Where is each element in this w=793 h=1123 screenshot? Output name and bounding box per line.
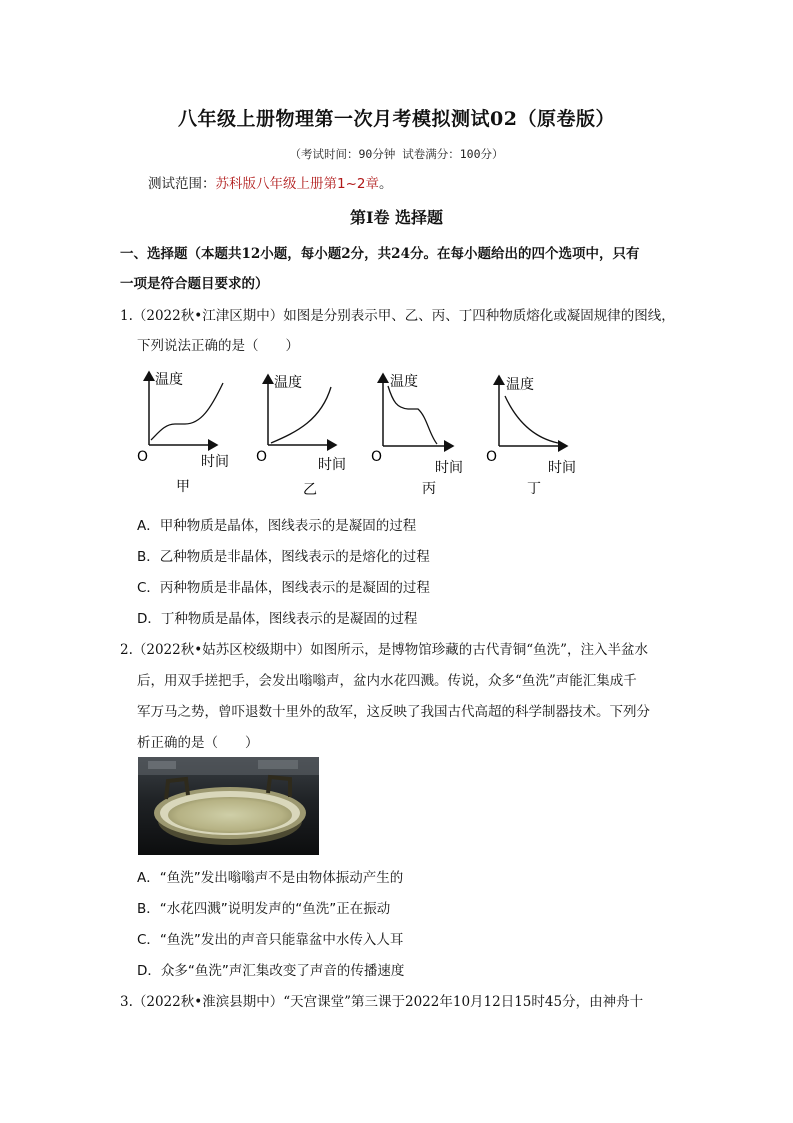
ding-curve xyxy=(505,396,558,443)
bing-caption: 丙 xyxy=(422,481,436,497)
q2-option-c: C．“鱼洗”发出的声音只能靠盆中水传入人耳 xyxy=(137,932,404,948)
scope-prefix: 测试范围： xyxy=(148,176,216,192)
exam-info: （考试时间：90分钟 试卷满分：100分） xyxy=(289,147,504,161)
q2-option-b: B．“水花四溅”说明发声的“鱼洗”正在振动 xyxy=(137,901,391,917)
q2-stem-line-4: 析正确的是（ ） xyxy=(137,735,259,751)
jia-origin: O xyxy=(137,449,149,465)
q2-stem-line-2: 后，用双手搓把手，会发出嗡嗡声，盆内水花四溅。传说，众多“鱼洗”声能汇集成千 xyxy=(137,673,637,689)
section-title: 第Ⅰ卷 选择题 xyxy=(349,208,444,227)
graph-ding xyxy=(486,376,576,497)
yi-caption: 乙 xyxy=(303,482,317,498)
yi-y-label: 温度 xyxy=(274,375,302,391)
q2-stem-line-1: 2.（2022秋•姑苏区校级期中）如图所示，是博物馆珍藏的古代青铜“鱼洗”，注入半盆水 xyxy=(120,642,649,658)
q1-option-a: A．甲种物质是晶体，图线表示的是凝固的过程 xyxy=(137,518,417,534)
yi-origin: O xyxy=(256,449,268,465)
q1-option-b: B．乙种物质是非晶体，图线表示的是熔化的过程 xyxy=(137,549,430,565)
ding-caption: 丁 xyxy=(527,481,541,497)
bronze-basin-image xyxy=(138,757,319,855)
q1-stem-line-2: 下列说法正确的是（ ） xyxy=(137,338,299,354)
q2-option-d: D．众多“鱼洗”声汇集改变了声音的传播速度 xyxy=(137,963,405,979)
graph-bing xyxy=(371,373,463,497)
jia-y-label: 温度 xyxy=(155,372,183,388)
ding-x-label: 时间 xyxy=(548,460,576,476)
scope-suffix: 。 xyxy=(379,176,393,192)
q3-stem-line-1: 3.（2022秋•淮滨县期中）“天宫课堂”第三课于2022年10月12日15时45分，由神舟十 xyxy=(120,994,644,1010)
bronze-basin-photo xyxy=(138,757,319,855)
q1-stem-line-1: 1.（2022秋•江津区期中）如图是分别表示甲、乙、丙、丁四种物质熔化或凝固规律的图线， xyxy=(120,308,675,324)
instructions-line-1: 一、选择题（本题共12小题，每小题2分，共24分。在每小题给出的四个选项中，只有 xyxy=(120,246,640,262)
bing-origin: O xyxy=(371,449,383,465)
bing-x-label: 时间 xyxy=(435,460,463,476)
graph-yi xyxy=(256,374,346,498)
q2-option-a: A．“鱼洗”发出嗡嗡声不是由物体振动产生的 xyxy=(137,870,404,886)
q1-graphs-figure xyxy=(125,362,595,502)
yi-x-label: 时间 xyxy=(318,457,346,473)
jia-curve xyxy=(151,383,223,440)
q2-stem-line-3: 军万马之势，曾吓退数十里外的敌军，这反映了我国古代高超的科学制器技术。下列分 xyxy=(137,704,650,720)
q1-option-c: C．丙种物质是非晶体，图线表示的是凝固的过程 xyxy=(137,580,430,596)
ding-origin: O xyxy=(486,449,498,465)
test-scope xyxy=(148,172,393,192)
jia-caption: 甲 xyxy=(176,479,190,495)
q1-option-d: D．丁种物质是晶体，图线表示的是凝固的过程 xyxy=(137,611,418,627)
page-title: 八年级上册物理第一次月考模拟测试02（原卷版） xyxy=(178,108,615,130)
bing-curve xyxy=(388,386,437,444)
yi-curve xyxy=(271,387,331,443)
jia-x-label: 时间 xyxy=(201,454,229,470)
bing-y-label: 温度 xyxy=(390,374,418,390)
ding-y-label: 温度 xyxy=(506,377,534,393)
instructions-line-2: 一项是符合题目要求的） xyxy=(120,276,269,292)
graph-jia xyxy=(137,371,229,495)
scope-highlight: 苏科版八年级上册第1~2章 xyxy=(215,176,379,192)
